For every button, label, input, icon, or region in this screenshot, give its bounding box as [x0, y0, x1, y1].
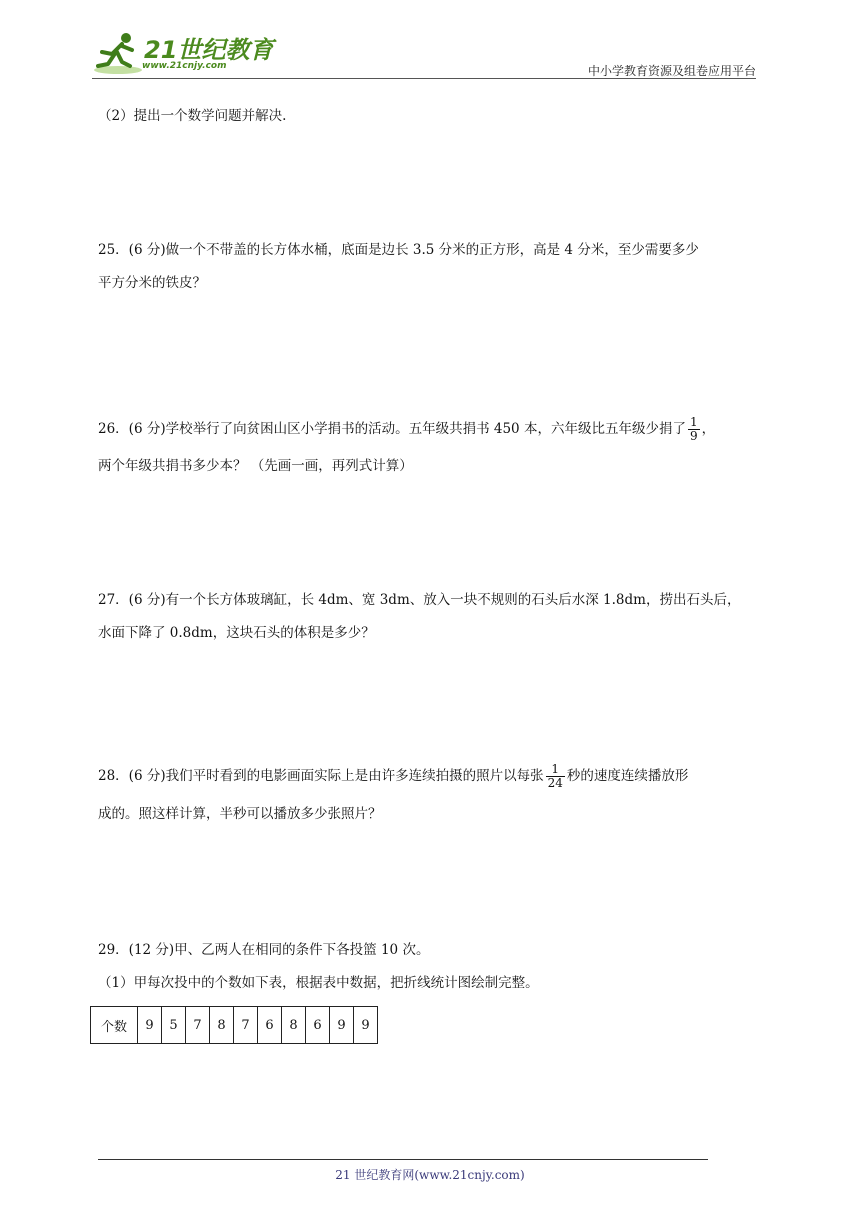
question-28-line-2: 成的。照这样计算，半秒可以播放多少张照片？ — [98, 806, 382, 822]
site-logo — [92, 30, 274, 80]
logo-url: www.21cnjy.com — [142, 61, 227, 71]
question-28-text-a: 28．(6 分)我们平时看到的电影画面实际上是由许多连续拍摄的照片以每张 — [98, 768, 544, 784]
table-cell: 6 — [306, 1007, 330, 1044]
header-divider — [92, 78, 756, 79]
table-cell: 6 — [258, 1007, 282, 1044]
question-29-part-1: （1）甲每次投中的个数如下表，根据表中数据，把折线统计图绘制完整。 — [98, 975, 539, 991]
question-24-part-2: （2）提出一个数学问题并解决. — [98, 108, 287, 124]
table-row — [91, 1007, 378, 1044]
runner-icon — [92, 30, 144, 78]
fraction-denominator: 9 — [689, 429, 698, 443]
question-29-line-1: 29．(12 分)甲、乙两人在相同的条件下各投篮 10 次。 — [98, 942, 430, 958]
question-25-line-2: 平方分米的铁皮？ — [98, 275, 206, 291]
table-cell: 5 — [162, 1007, 186, 1044]
question-27-line-2: 水面下降了 0.8dm，这块石头的体积是多少？ — [98, 625, 375, 641]
question-28-text-b: 秒的速度连续播放形 — [566, 768, 689, 784]
question-26-text-b: ， — [701, 421, 716, 437]
fraction-one-twenty-fourth — [546, 763, 565, 790]
table-cell: 9 — [354, 1007, 378, 1044]
fraction-numerator: 1 — [546, 763, 565, 777]
question-25-line-1: 25．(6 分)做一个不带盖的长方体水桶，底面是边长 3.5 分米的正方形，高是 4 分米，至少需要多少 — [98, 242, 699, 258]
fraction-denominator: 24 — [547, 776, 563, 790]
footer-text: 21 世纪教育网(www.21cnjy.com) — [335, 1168, 525, 1182]
table-cell: 9 — [138, 1007, 162, 1044]
question-26-line-2: 两个年级共捐书多少本？ （先画一画，再列式计算） — [98, 458, 413, 474]
table-cell: 9 — [330, 1007, 354, 1044]
table-cell: 7 — [234, 1007, 258, 1044]
shots-table — [90, 1006, 378, 1044]
table-cell: 8 — [210, 1007, 234, 1044]
table-header-cell: 个数 — [91, 1007, 138, 1044]
question-26-text-a: 26．(6 分)学校举行了向贫困山区小学捐书的活动。五年级共捐书 450 本，六年级比五年级少捐了 — [98, 421, 686, 437]
footer-divider — [98, 1159, 708, 1160]
table-cell: 8 — [282, 1007, 306, 1044]
question-28-line-1 — [98, 763, 688, 790]
question-26-line-1 — [98, 416, 715, 443]
platform-title: 中小学教育资源及组卷应用平台 — [587, 64, 756, 78]
logo-text: 21世纪教育 — [144, 36, 274, 64]
question-27-line-1: 27．(6 分)有一个长方体玻璃缸，长 4dm、宽 3dm、放入一块不规则的石头后水深 1.8dm，捞出石头后， — [98, 592, 741, 608]
fraction-one-ninth — [688, 416, 700, 443]
table-cell: 7 — [186, 1007, 210, 1044]
fraction-numerator: 1 — [689, 415, 698, 429]
